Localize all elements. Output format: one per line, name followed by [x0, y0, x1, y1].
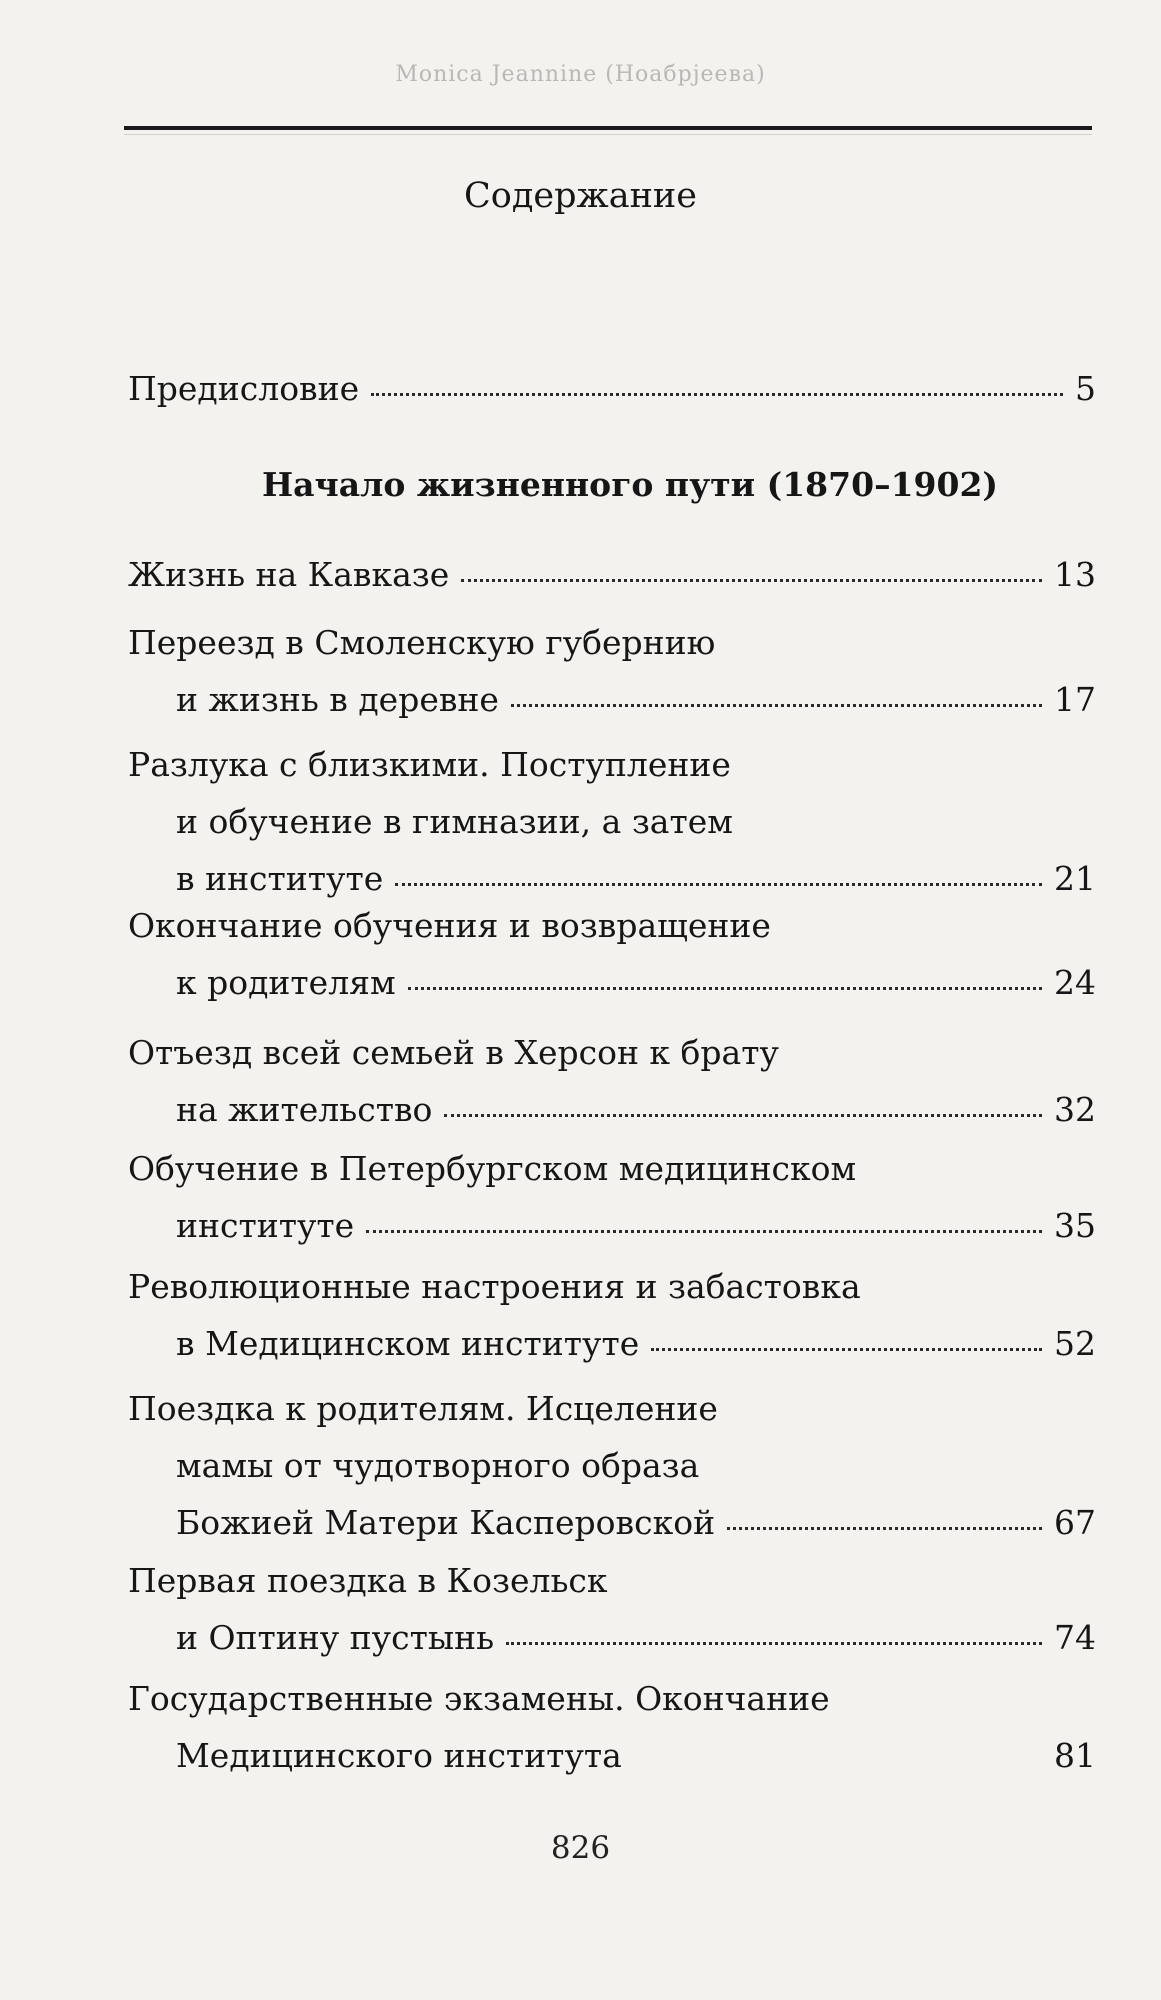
dot-leader	[651, 1347, 1042, 1351]
page-title: Содержание	[464, 176, 697, 216]
toc-page-number: 13	[1054, 555, 1096, 594]
toc-entry-line: Божией Матери Касперовской	[176, 1503, 716, 1542]
toc-entry	[128, 546, 1096, 603]
toc-entry-last-line	[128, 1081, 1096, 1138]
toc-entry-title: Предисловие	[128, 369, 360, 408]
toc-entry	[128, 1380, 1096, 1551]
toc-entry-line: в Медицинском институте	[176, 1324, 640, 1363]
dot-leader	[408, 986, 1042, 990]
running-head: Monica Jeannine (Ноабрjеева)	[395, 62, 766, 87]
toc-page-number: 17	[1054, 680, 1096, 719]
toc-entry-last-line	[128, 954, 1096, 1011]
toc-page-number: 24	[1054, 963, 1096, 1002]
toc-entry-last-line	[128, 1197, 1096, 1254]
page-number: 826	[550, 1830, 611, 1866]
toc-entry-line: Отъезд всей семьей в Херсон к брату	[128, 1033, 779, 1072]
toc-page-number: 74	[1054, 1618, 1096, 1657]
dot-leader	[366, 1229, 1042, 1233]
toc-entry	[128, 1140, 1096, 1254]
toc-entry-line: и обучение в гимназии, а затем	[176, 802, 733, 841]
toc-entry-last-line	[128, 546, 1096, 603]
toc-page-number: 32	[1054, 1090, 1096, 1129]
toc-page-number: 67	[1054, 1503, 1096, 1542]
toc-entry-last-line	[128, 1727, 1096, 1784]
toc-entry-line: и жизнь в деревне	[176, 680, 499, 719]
toc-entry-line: Медицинского института	[176, 1736, 622, 1775]
toc-page-number: 35	[1054, 1206, 1096, 1245]
toc-entry-line: Разлука с близкими. Поступление	[128, 745, 731, 784]
header-rule	[124, 126, 1092, 130]
toc-entry-line: на жительство	[176, 1090, 433, 1129]
toc-entry-last-line	[128, 1609, 1096, 1666]
toc-page-number: 52	[1054, 1324, 1096, 1363]
section-title: Начало жизненного пути (1870–1902)	[262, 465, 999, 504]
dot-leader	[727, 1526, 1042, 1530]
toc-page-number: 5	[1075, 369, 1096, 408]
dot-leader	[395, 882, 1042, 886]
toc-page-number: 81	[1054, 1736, 1096, 1775]
toc-entry	[128, 614, 1096, 728]
toc-entry-last-line	[128, 1315, 1096, 1372]
toc-entry	[128, 897, 1096, 1011]
toc-entry-line: в институте	[176, 859, 384, 898]
toc-entry-line: Обучение в Петербургском медицинском	[128, 1149, 857, 1188]
toc-page-number: 21	[1054, 859, 1096, 898]
toc-entry	[128, 1258, 1096, 1372]
toc-entry-line: Поездка к родителям. Исцеление	[128, 1389, 718, 1428]
dot-leader	[371, 392, 1063, 396]
dot-leader	[444, 1113, 1042, 1117]
toc-entry	[128, 1670, 1096, 1784]
toc-entry-last-line	[128, 1494, 1096, 1551]
toc-entry-line: Первая поездка в Козельск	[128, 1561, 608, 1600]
toc-entry-line: мамы от чудотворного образа	[176, 1446, 700, 1485]
toc-entry	[128, 1552, 1096, 1666]
toc-entry-line: Переезд в Смоленскую губернию	[128, 623, 716, 662]
toc-entry-line: и Оптину пустынь	[176, 1618, 495, 1657]
toc-entry-line: Государственные экзамены. Окончание	[128, 1679, 830, 1718]
toc-entry-line: Окончание обучения и возвращение	[128, 906, 771, 945]
toc-entry-line: Жизнь на Кавказе	[128, 555, 450, 594]
dot-leader	[634, 1759, 1042, 1763]
toc-entry-preface	[128, 360, 1096, 417]
dot-leader	[506, 1641, 1042, 1645]
dot-leader	[461, 578, 1042, 582]
toc-entry	[128, 736, 1096, 907]
toc-entry-line: Революционные настроения и забастовка	[128, 1267, 861, 1306]
toc-entry-line: институте	[176, 1206, 355, 1245]
dot-leader	[511, 703, 1042, 707]
toc-entry	[128, 1024, 1096, 1138]
toc-entry-line: к родителям	[176, 963, 396, 1002]
toc-entry-last-line	[128, 360, 1096, 417]
toc-entry-last-line	[128, 671, 1096, 728]
